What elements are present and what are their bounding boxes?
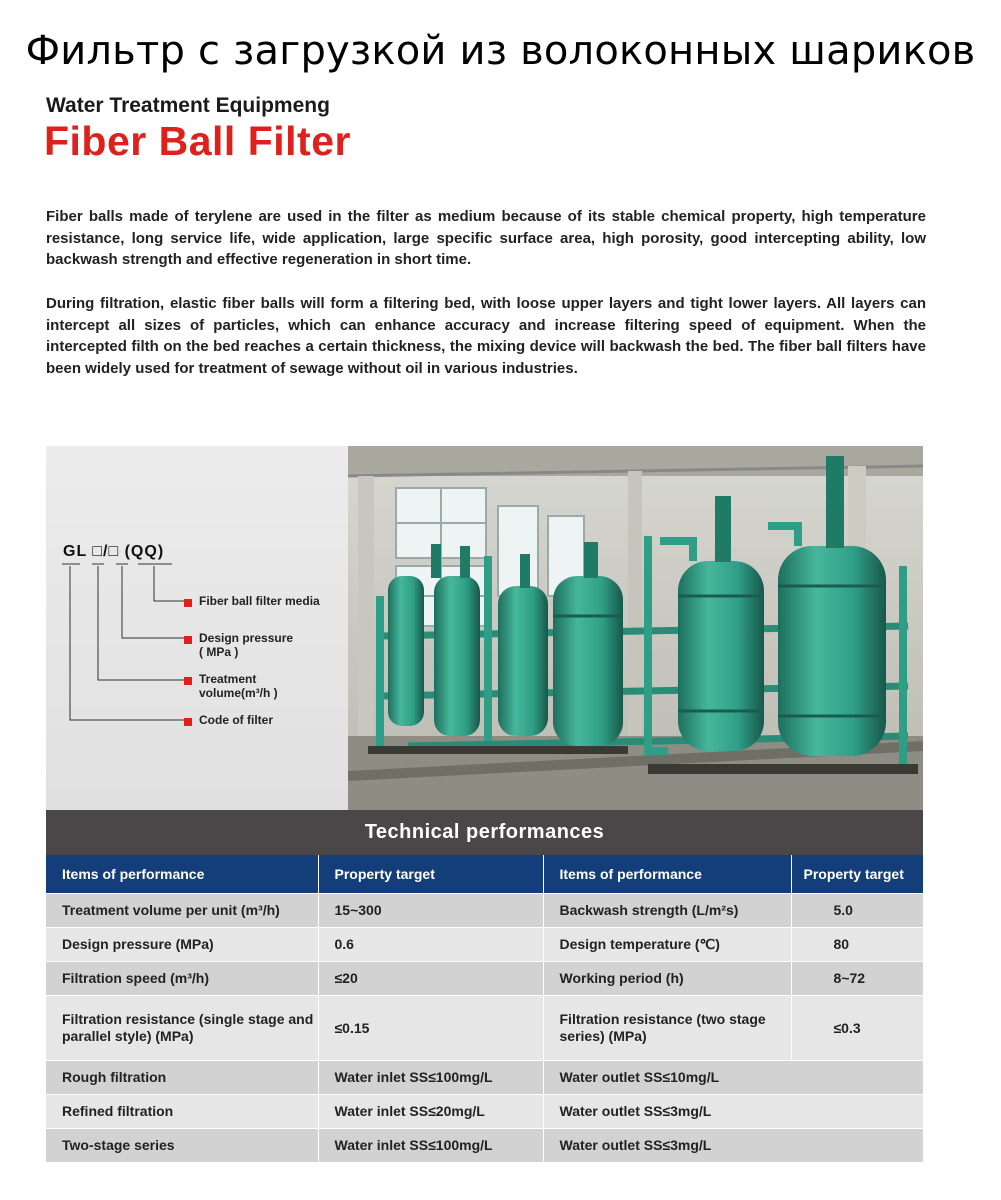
- table-cell: Water inlet SS≤100mg/L: [318, 1129, 543, 1163]
- legend-label: Fiber ball filter media: [199, 594, 320, 608]
- legend-item-design-pressure: [184, 631, 293, 659]
- table-cell: Rough filtration: [46, 1061, 318, 1095]
- table-cell: 80: [791, 928, 923, 962]
- table-cell: Filtration speed (m³/h): [46, 962, 318, 996]
- main-title: Fiber Ball Filter: [44, 118, 351, 164]
- legend-label: Treatment: [199, 672, 257, 686]
- table-cell: ≤0.3: [791, 996, 923, 1061]
- table-row: [46, 1095, 923, 1129]
- table-row: [46, 1129, 923, 1163]
- table-cell: 0.6: [318, 928, 543, 962]
- table-row: [46, 996, 923, 1061]
- table-header-row: [46, 855, 923, 894]
- table-cell: 15~300: [318, 894, 543, 928]
- description-paragraph-2: During filtration, elastic fiber balls will form a filtering bed, with loose upper layers and tight lower layers. All layers can intercept all sizes of particles, which can enhance accuracy and increase filtering speed of equipment. When the intercepted filth on the bed reaches a certain thickness, the mixing device will backwash the bed. The fiber ball filters have been widely used for treatment of sewage without oil in various industries.: [46, 295, 926, 377]
- table-row: [46, 928, 923, 962]
- table-row: [46, 894, 923, 928]
- column-header: Items of performance: [46, 855, 318, 894]
- table-cell: Filtration resistance (single stage and parallel style) (MPa): [46, 996, 318, 1061]
- table-cell: Design pressure (MPa): [46, 928, 318, 962]
- table-cell: Two-stage series: [46, 1129, 318, 1163]
- red-square-icon: [184, 677, 192, 685]
- legend-item-treatment-volume: [184, 672, 278, 700]
- red-square-icon: [184, 599, 192, 607]
- table-cell: Water outlet SS≤3mg/L: [543, 1129, 923, 1163]
- table-title: Technical performances: [46, 810, 923, 855]
- table-cell: 8~72: [791, 962, 923, 996]
- column-header: Items of performance: [543, 855, 791, 894]
- table-cell: ≤20: [318, 962, 543, 996]
- table-cell: Backwash strength (L/m²s): [543, 894, 791, 928]
- table-cell: Water outlet SS≤10mg/L: [543, 1061, 923, 1095]
- red-square-icon: [184, 636, 192, 644]
- russian-title: Фильтр с загрузкой из волоконных шариков: [25, 28, 976, 74]
- technical-performances-table: [46, 855, 923, 1162]
- filter-tanks-illustration: [348, 446, 923, 810]
- legend-item-filter-media: [184, 594, 320, 608]
- legend-label: Design pressure: [199, 631, 294, 645]
- model-code-connector-lines: [46, 446, 348, 810]
- table-cell: Water inlet SS≤100mg/L: [318, 1061, 543, 1095]
- technical-performances-section: [46, 810, 923, 1162]
- table-cell: Working period (h): [543, 962, 791, 996]
- table-row: [46, 962, 923, 996]
- description-paragraph-1: Fiber balls made of terylene are used in the filter as medium because of its stable chemical property, high temperature resistance, long service life, wide application, large specific surface area, high porosity, good intercepting ability, low backwash strength and effective regeneration in short time.: [46, 208, 926, 268]
- legend-unit: ( MPa ): [199, 645, 239, 659]
- table-cell: Water inlet SS≤20mg/L: [318, 1095, 543, 1129]
- legend-label: Code of filter: [199, 713, 273, 727]
- table-cell: Water outlet SS≤3mg/L: [543, 1095, 923, 1129]
- table-cell: Treatment volume per unit (m³/h): [46, 894, 318, 928]
- subtitle: Water Treatment Equipmeng: [46, 94, 330, 117]
- model-code: GL □/□ (QQ): [63, 543, 165, 560]
- model-code-panel: [46, 446, 348, 810]
- column-header: Property target: [791, 855, 923, 894]
- red-square-icon: [184, 718, 192, 726]
- table-cell: ≤0.15: [318, 996, 543, 1061]
- column-header: Property target: [318, 855, 543, 894]
- legend-item-code-of-filter: [184, 713, 273, 727]
- legend-unit: volume(m³/h ): [199, 686, 278, 700]
- table-cell: Filtration resistance (two stage series) (MPa): [543, 996, 791, 1061]
- table-cell: Refined filtration: [46, 1095, 318, 1129]
- table-cell: Design temperature (℃): [543, 928, 791, 962]
- table-row: [46, 1061, 923, 1095]
- filter-equipment-photo: [348, 446, 923, 810]
- table-cell: 5.0: [791, 894, 923, 928]
